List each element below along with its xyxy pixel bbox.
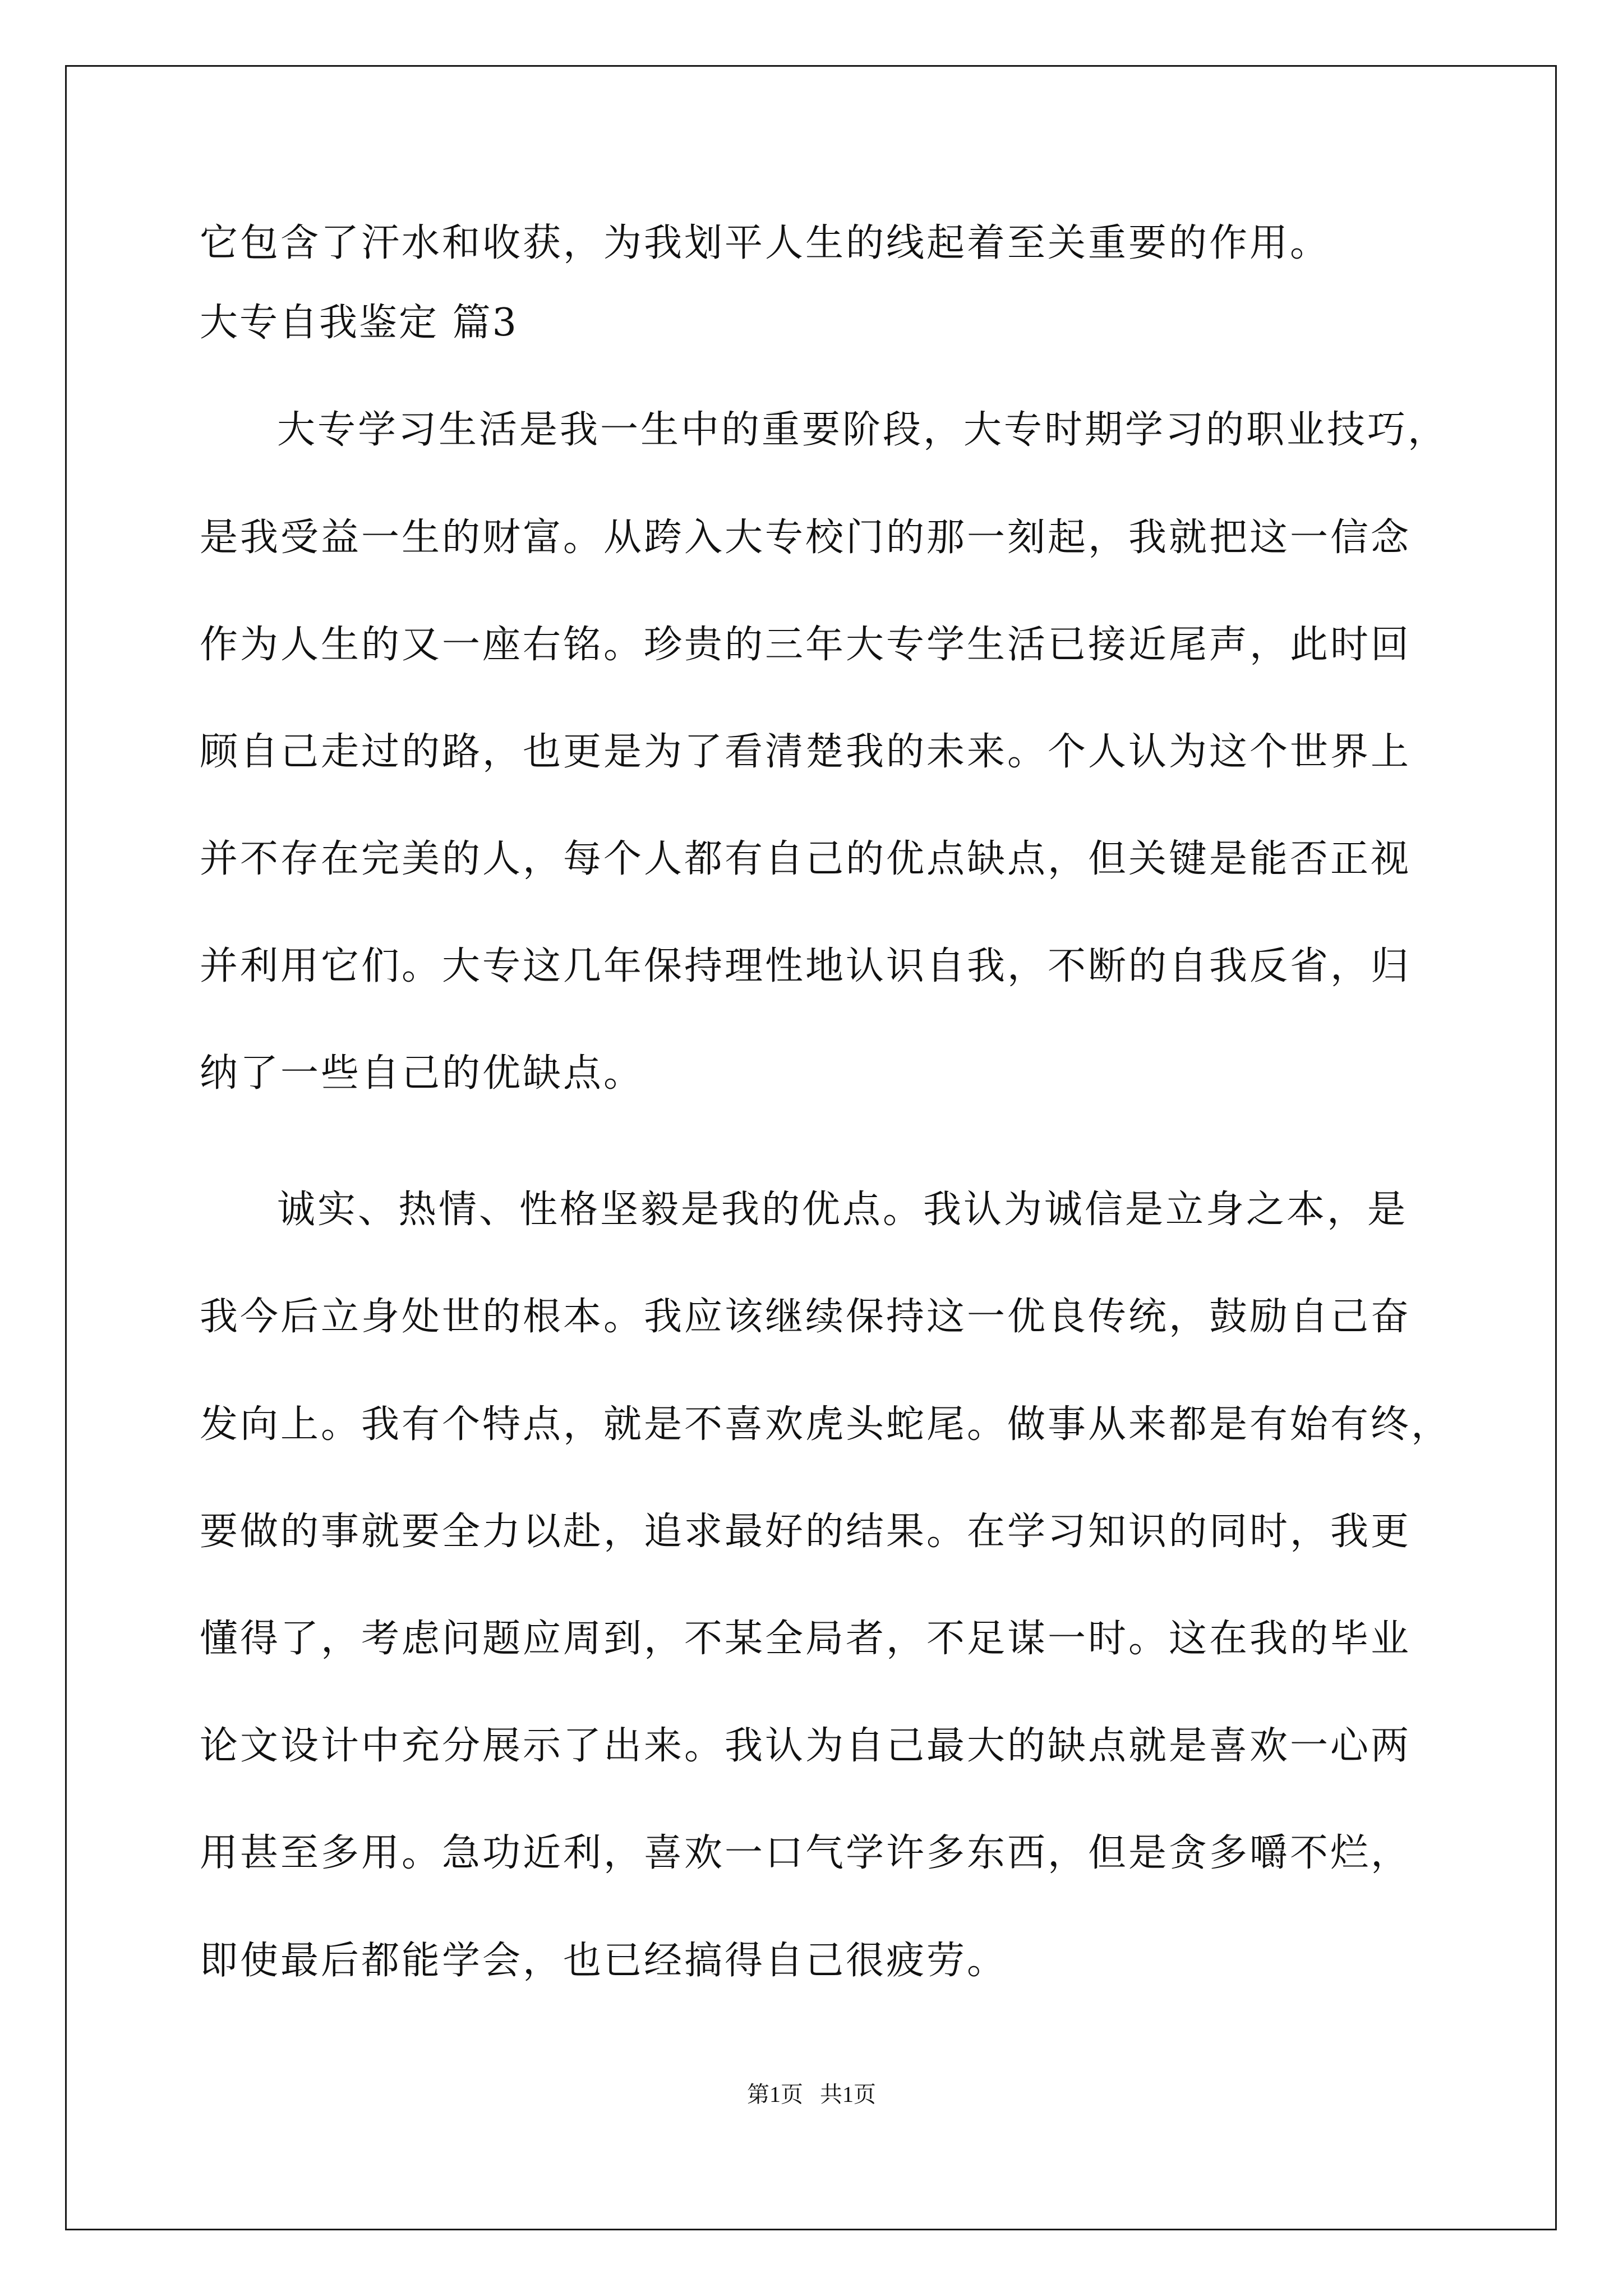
page-footer	[0, 2077, 1623, 2109]
text-line: 作为人生的又一座右铭。珍贵的三年大专学生活已接近尾声，此时回	[200, 623, 1412, 667]
text-line: 要做的事就要全力以赴，追求最好的结果。在学习知识的同时，我更	[200, 1510, 1412, 1554]
page-border	[65, 65, 1557, 2230]
paragraph-first-line: 诚实、热情、性格坚毅是我的优点。我认为诚信是立身之本，是	[277, 1188, 1408, 1232]
text-line: 顾自己走过的路，也更是为了看清楚我的未来。个人认为这个世界上	[200, 730, 1412, 774]
text-line: 是我受益一生的财富。从跨入大专校门的那一刻起，我就把这一信念	[200, 516, 1412, 560]
text-line: 即使最后都能学会，也已经搞得自己很疲劳。	[200, 1939, 1008, 1983]
text-line: 纳了一些自己的优缺点。	[200, 1051, 644, 1096]
text-line: 并利用它们。大专这几年保持理性地认识自我，不断的自我反省，归	[200, 944, 1412, 988]
section-heading: 大专自我鉴定 篇3	[200, 301, 518, 345]
text-line: 并不存在完美的人，每个人都有自己的优点缺点，但关键是能否正视	[200, 837, 1412, 881]
text-line: 懂得了，考虑问题应周到，不某全局者，不足谋一时。这在我的毕业	[200, 1617, 1412, 1661]
text-line: 发向上。我有个特点，就是不喜欢虎头蛇尾。做事从来都是有始有终，	[200, 1402, 1452, 1447]
text-line: 论文设计中充分展示了出来。我认为自己最大的缺点就是喜欢一心两	[200, 1724, 1412, 1768]
text-line: 用甚至多用。急功近利，喜欢一口气学许多东西，但是贪多嚼不烂，	[200, 1831, 1412, 1875]
paragraph-first-line: 大专学习生活是我一生中的重要阶段，大专时期学习的职业技巧，	[277, 408, 1449, 452]
text-line: 它包含了汗水和收获，为我划平人生的线起着至关重要的作用。	[200, 221, 1331, 265]
page-number: 第1页 共1页	[747, 2082, 876, 2107]
text-line: 我今后立身处世的根本。我应该继续保持这一优良传统，鼓励自己奋	[200, 1295, 1412, 1339]
